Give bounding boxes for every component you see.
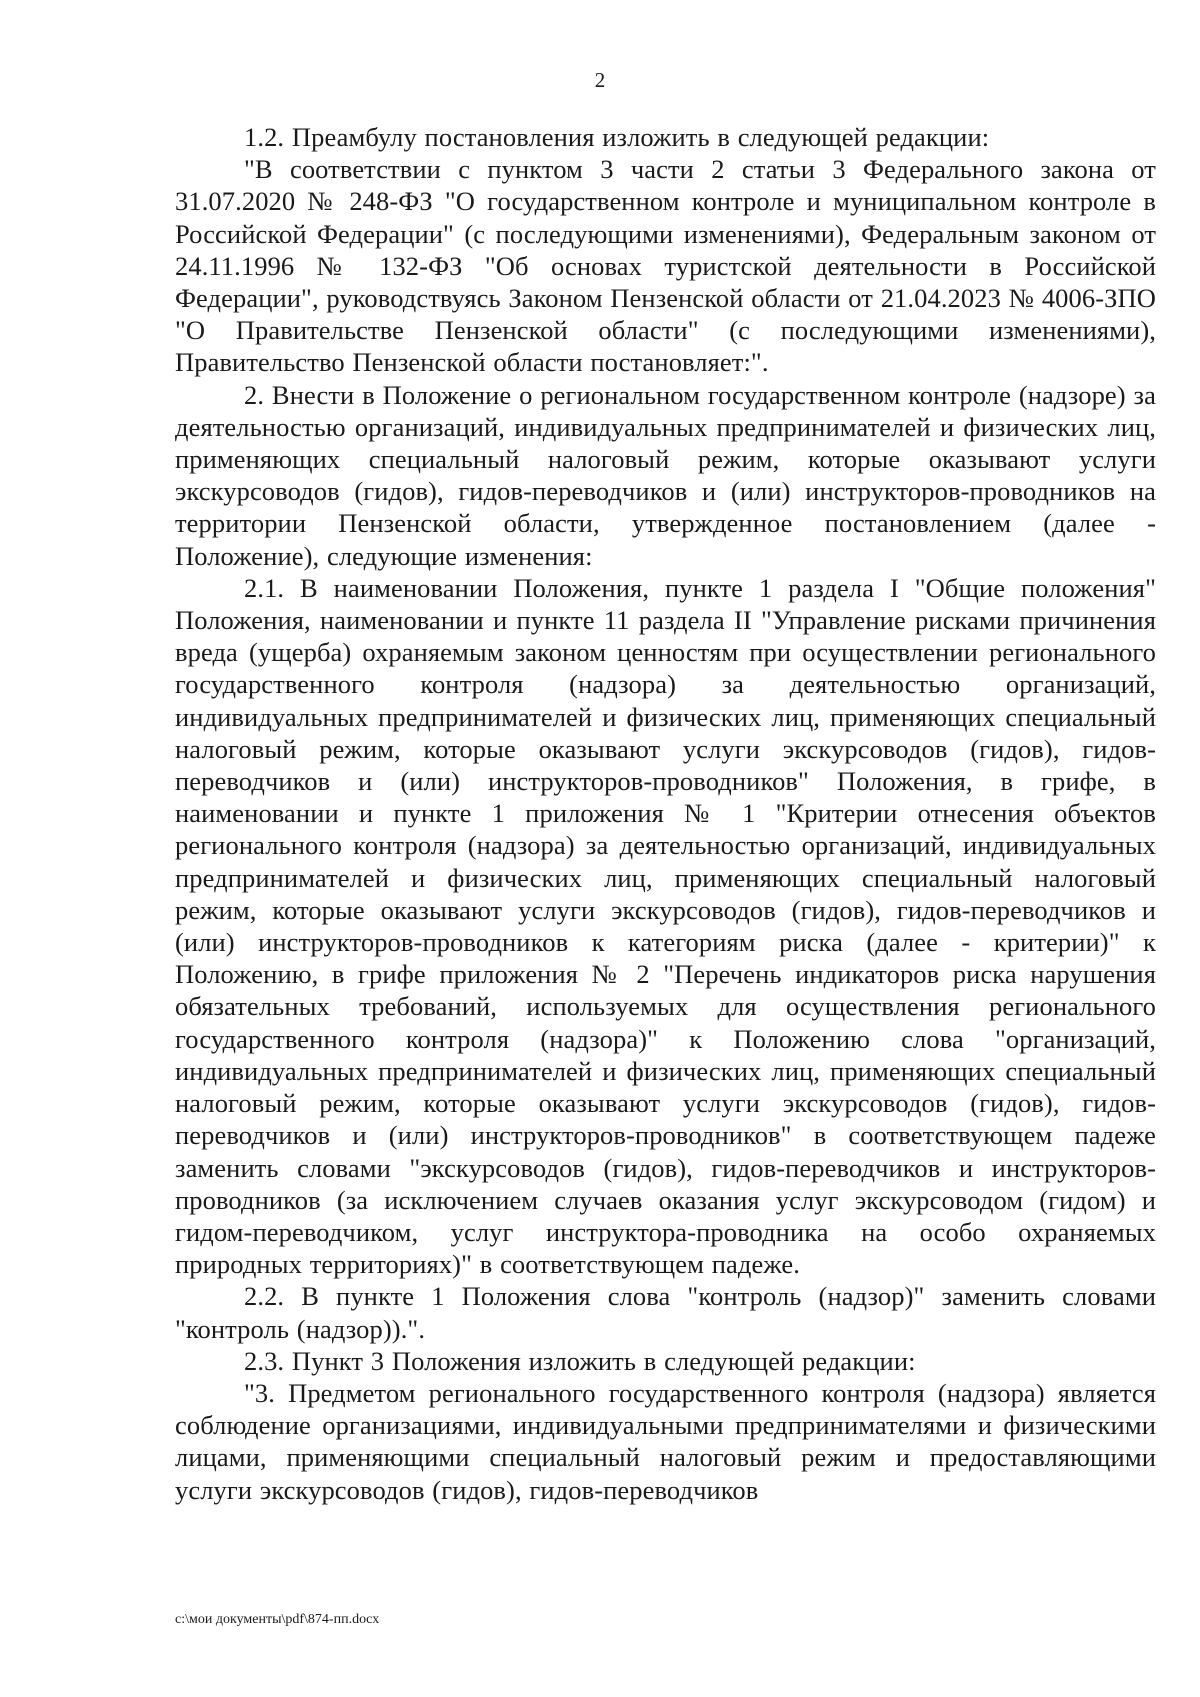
paragraph-2-2: 2.2. В пункте 1 Положения слова "контроль (надзор)" заменить словами "контроль (надзор)).".	[175, 1281, 1156, 1344]
document-body	[175, 121, 1156, 1506]
paragraph-2: 2. Внести в Положение о региональном государственном контроле (надзоре) за деятельностью организаций, индивидуальных предпринимателей и физических лиц, применяющих специальный налоговый режим, которые оказывают услуги экскурсоводов (гидов), гидов-переводчиков и (или) инструкторов-проводников на территории Пензенской области, утвержденное постановлением (далее - Положение), следующие изменения:	[175, 379, 1156, 571]
paragraph-preamble-text: "В соответствии с пунктом 3 части 2 статьи 3 Федерального закона от 31.07.2020 № 248-ФЗ "О государственном контроле и муниципальном контроле в Российской Федерации" (с последующими изменениями), Федеральным законом от 24.11.1996 № 132-ФЗ "Об основах туристской деятельности в Российской Федерации", руководствуясь Законом Пензенской области от 21.04.2023 № 4006-ЗПО "О Правительстве Пензенской области" (с последующими изменениями), Правительство Пензенской области постановляет:".	[175, 154, 1156, 378]
paragraph-2-1: 2.1. В наименовании Положения, пункте 1 раздела I "Общие положения" Положения, наименовании и пункте 11 раздела II "Управление рисками причинения вреда (ущерба) охраняемым законом ценностям при осуществлении регионального государственного контроля (надзора) за деятельностью организаций, индивидуальных предпринимателей и физических лиц, применяющих специальный налоговый режим, которые оказывают услуги экскурсоводов (гидов), гидов-переводчиков и (или) инструкторов-проводников" Положения, в грифе, в наименовании и пункте 1 приложения № 1 "Критерии отнесения объектов регионального контроля (надзора) за деятельностью организаций, индивидуальных предпринимателей и физических лиц, применяющих специальный налоговый режим, которые оказывают услуги экскурсоводов (гидов), гидов-переводчиков и (или) инструкторов-проводников к категориям риска (далее - критерии)" к Положению, в грифе приложения № 2 "Перечень индикаторов риска нарушения обязательных требований, используемых для осуществления регионального государственного контроля (надзора)" к Положению слова "организаций, индивидуальных предпринимателей и физических лиц, применяющих специальный налоговый режим, которые оказывают услуги экскурсоводов (гидов), гидов-переводчиков и (или) инструкторов-проводников" в соответствующем падеже заменить словами "экскурсоводов (гидов), гидов-переводчиков и инструкторов-проводников (за исключением случаев оказания услуг экскурсоводом (гидом) и гидом-переводчиком, услуг инструктора-проводника на особо охраняемых природных территориях)" в соответствующем падеже.	[175, 572, 1156, 1280]
paragraph-1-2: 1.2. Преамбулу постановления изложить в следующей редакции:	[244, 122, 990, 152]
paragraph-2-3: 2.3. Пункт 3 Положения изложить в следующей редакции:	[244, 1345, 916, 1376]
paragraph-item-3-text: "3. Предметом регионального государственного контроля (надзора) является соблюдение организациями, индивидуальными предпринимателями и физическими лицами, применяющими специальный налоговый режим и предоставляющими услуги экскурсоводов (гидов), гидов-переводчиков	[175, 1377, 1156, 1505]
page-number: 2	[594, 68, 606, 92]
footer-file-path: c:\мои документы\pdf\874-пп.docx	[175, 1612, 380, 1627]
